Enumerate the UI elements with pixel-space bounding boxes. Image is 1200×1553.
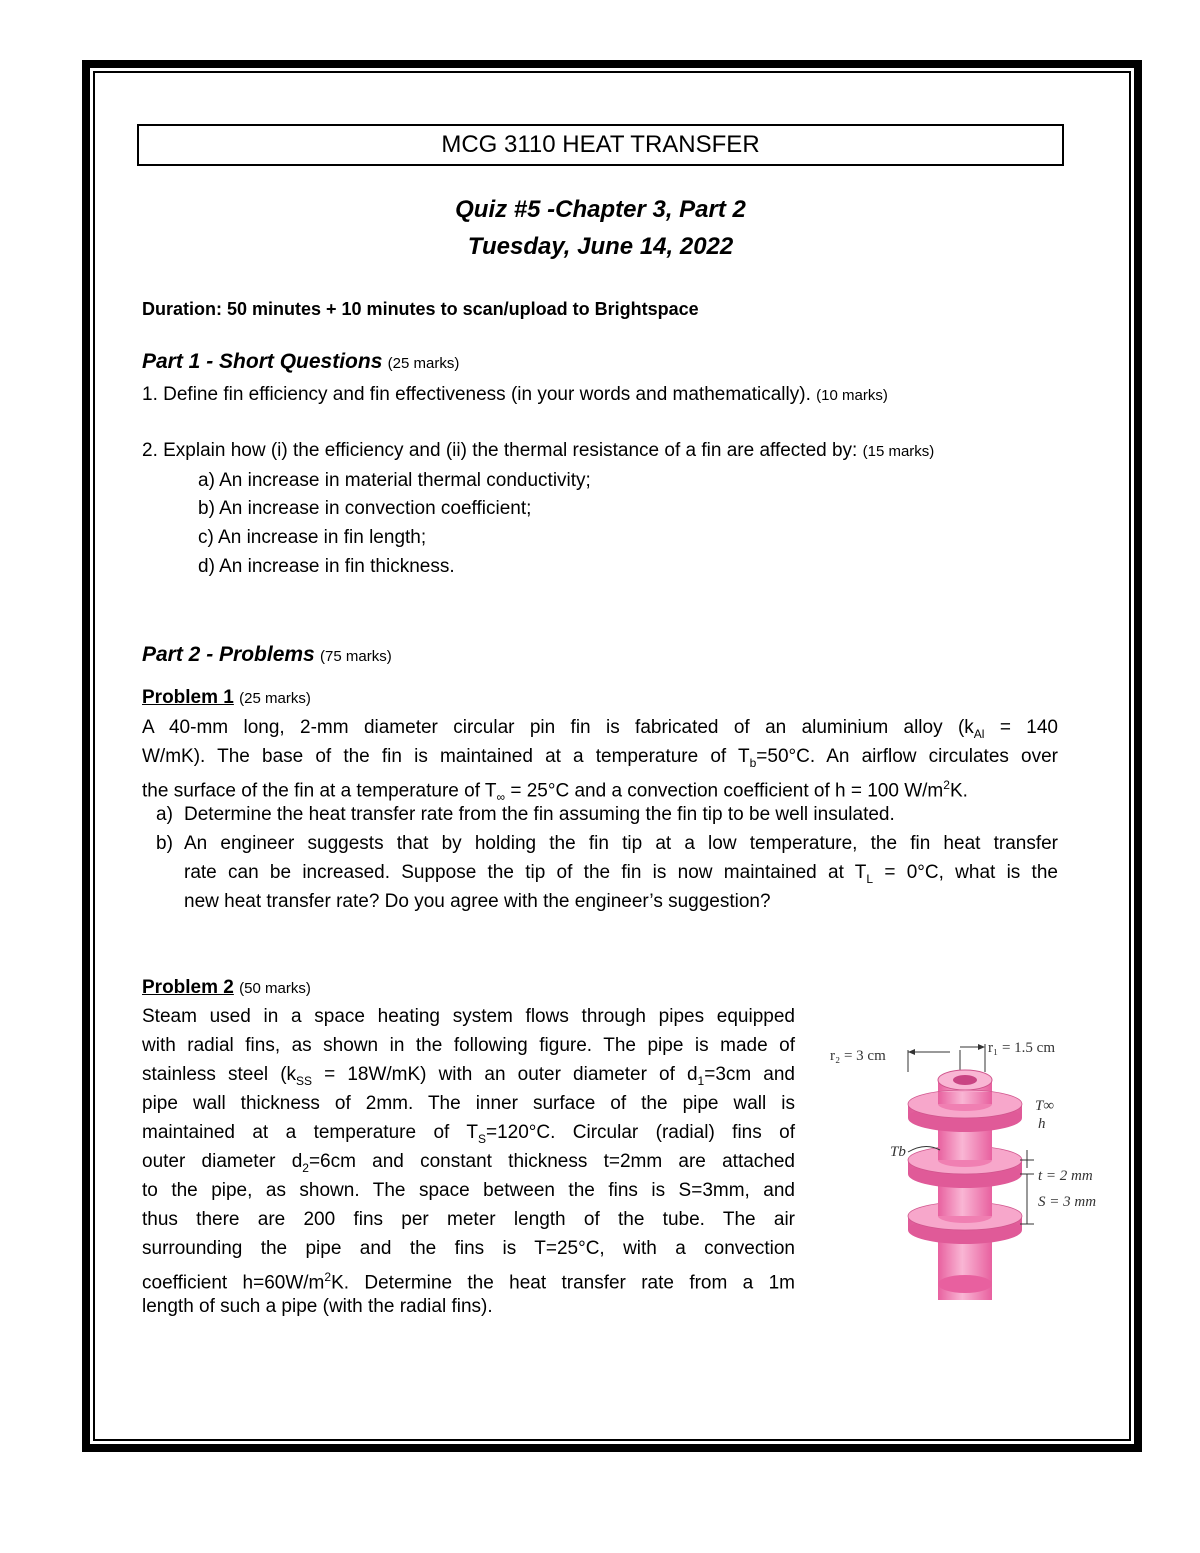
part2-heading: Part 2 - Problems (142, 643, 315, 666)
r1-label: r₁ = 1.5 cm (988, 1040, 1056, 1056)
problem-2-marks: (50 marks) (239, 980, 311, 997)
text-span: A 40-mm long, 2-mm diameter circular pin fin is fabricated of an aluminium alloy (k (142, 717, 974, 738)
problem-2-line-7: to the pipe, as shown. The space between the fins is S=3mm, and (142, 1180, 795, 1201)
finned-pipe-figure (820, 1032, 1120, 1302)
subscript: L (866, 871, 874, 886)
pipe-segment-3 (938, 1188, 992, 1216)
problem-1-marks: (25 marks) (239, 690, 311, 707)
t-infinity-label: T∞ (1035, 1098, 1055, 1114)
t-label: t = 2 mm (1038, 1168, 1093, 1184)
text-span: the surface of the fin at a temperature of T (142, 780, 497, 802)
text-span: = 25°C and a convection coefficient of h = 100 W/m (505, 780, 944, 802)
text-span: K. Determine the heat transfer rate from a 1m (331, 1272, 795, 1294)
subscript: 2 (302, 1160, 309, 1175)
h-label: h (1038, 1116, 1046, 1132)
problem-1-b-label: b) (156, 833, 173, 854)
problem-2-line-2: with radial fins, as shown in the following figure. The pipe is made of (142, 1035, 795, 1056)
text-span: stainless steel (k (142, 1064, 297, 1085)
text-span: coefficient h=60W/m (142, 1272, 325, 1294)
question-1-text: 1. Define fin efficiency and fin effectiveness (in your words and mathematically). (142, 384, 811, 405)
question-2-item-d: d) An increase in fin thickness. (198, 556, 455, 577)
subscript: b (749, 755, 757, 770)
text-span: =6cm and constant thickness t=2mm are attached (308, 1151, 795, 1172)
question-2-text: 2. Explain how (i) the efficiency and (ii) the thermal resistance of a fin are affected by: (142, 440, 858, 461)
text-span: = 0°C, what is the (873, 862, 1058, 883)
text-span: =120°C. Circular (radial) fins of (485, 1122, 796, 1143)
text-span: outer diameter d (142, 1151, 303, 1172)
question-2-marks: (15 marks) (862, 443, 935, 460)
subscript: 1 (697, 1073, 705, 1088)
pipe-segment-2 (938, 1134, 992, 1160)
fin-1 (908, 1090, 1022, 1132)
duration-line: Duration: 50 minutes + 10 minutes to scan/upload to Brightspace (142, 299, 699, 319)
problem-1-b-line-3: new heat transfer rate? Do you agree with the engineer’s suggestion? (184, 891, 771, 912)
course-title: MCG 3110 HEAT TRANSFER (137, 124, 1064, 166)
quiz-date: Tuesday, June 14, 2022 (467, 233, 734, 260)
text-span: =3cm and (704, 1064, 795, 1085)
r2-label: r₂ = 3 cm (830, 1048, 886, 1064)
problem-2-line-11: length of such a pipe (with the radial fins). (142, 1296, 493, 1317)
part1-heading: Part 1 - Short Questions (142, 350, 383, 373)
problem-2-line-4: pipe wall thickness of 2mm. The inner surface of the pipe wall is (142, 1093, 795, 1114)
problem-1-title: Problem 1 (142, 687, 234, 708)
subscript: S (477, 1131, 486, 1146)
r2-arrow (908, 1049, 915, 1055)
text-span: W/mK). The base of the fin is maintained at a temperature of T (142, 746, 750, 767)
problem-1-b-line-1: An engineer suggests that by holding the fin tip at a low temperature, the fin heat transfer (184, 833, 1058, 854)
part1-marks: (25 marks) (387, 355, 460, 372)
question-2-item-b: b) An increase in convection coefficient; (198, 498, 532, 519)
s-label: S = 3 mm (1038, 1194, 1097, 1210)
problem-1-a-text: Determine the heat transfer rate from the fin assuming the fin tip to be well insulated. (184, 804, 895, 825)
problem-2-line-9: surrounding the pipe and the fins is T=25°C, with a convection (142, 1238, 795, 1259)
subscript: ∞ (496, 790, 506, 805)
text-span: = 140 (984, 717, 1058, 738)
problem-2-line-1: Steam used in a space heating system flows through pipes equipped (142, 1006, 795, 1027)
question-2-item-c: c) An increase in fin length; (198, 527, 427, 548)
pipe-bottom (938, 1275, 992, 1293)
problem-2-title: Problem 2 (142, 977, 234, 998)
text-span: = 18W/mK) with an outer diameter of d (312, 1064, 698, 1085)
part2-heading-line (142, 643, 392, 669)
problem-1-title-line (142, 686, 311, 711)
subscript: Al (973, 726, 985, 741)
part2-marks: (75 marks) (320, 648, 392, 665)
problem-2-line-8: thus there are 200 fins per meter length of the tube. The air (142, 1209, 795, 1230)
superscript: 2 (943, 778, 950, 792)
question-1 (142, 383, 888, 408)
problem-2-title-line (142, 976, 311, 1001)
text-span: rate can be increased. Suppose the tip of the fin is now maintained at T (184, 862, 867, 883)
pipe-bore (953, 1075, 977, 1085)
r1-arrow (978, 1044, 985, 1050)
text-span: maintained at a temperature of T (142, 1122, 478, 1143)
question-2 (142, 439, 934, 464)
part1-heading-line (142, 350, 459, 376)
tb-label: Tb (890, 1144, 906, 1160)
question-2-item-a: a) An increase in material thermal conductivity; (198, 470, 591, 491)
text-span: =50°C. An airflow circulates over (756, 746, 1059, 767)
text-span: K. (949, 780, 968, 802)
superscript: 2 (324, 1270, 332, 1284)
subscript: SS (296, 1073, 313, 1088)
problem-1-a-label: a) (156, 804, 173, 825)
quiz-title: Quiz #5 -Chapter 3, Part 2 (455, 196, 746, 223)
question-1-marks: (10 marks) (816, 387, 888, 404)
